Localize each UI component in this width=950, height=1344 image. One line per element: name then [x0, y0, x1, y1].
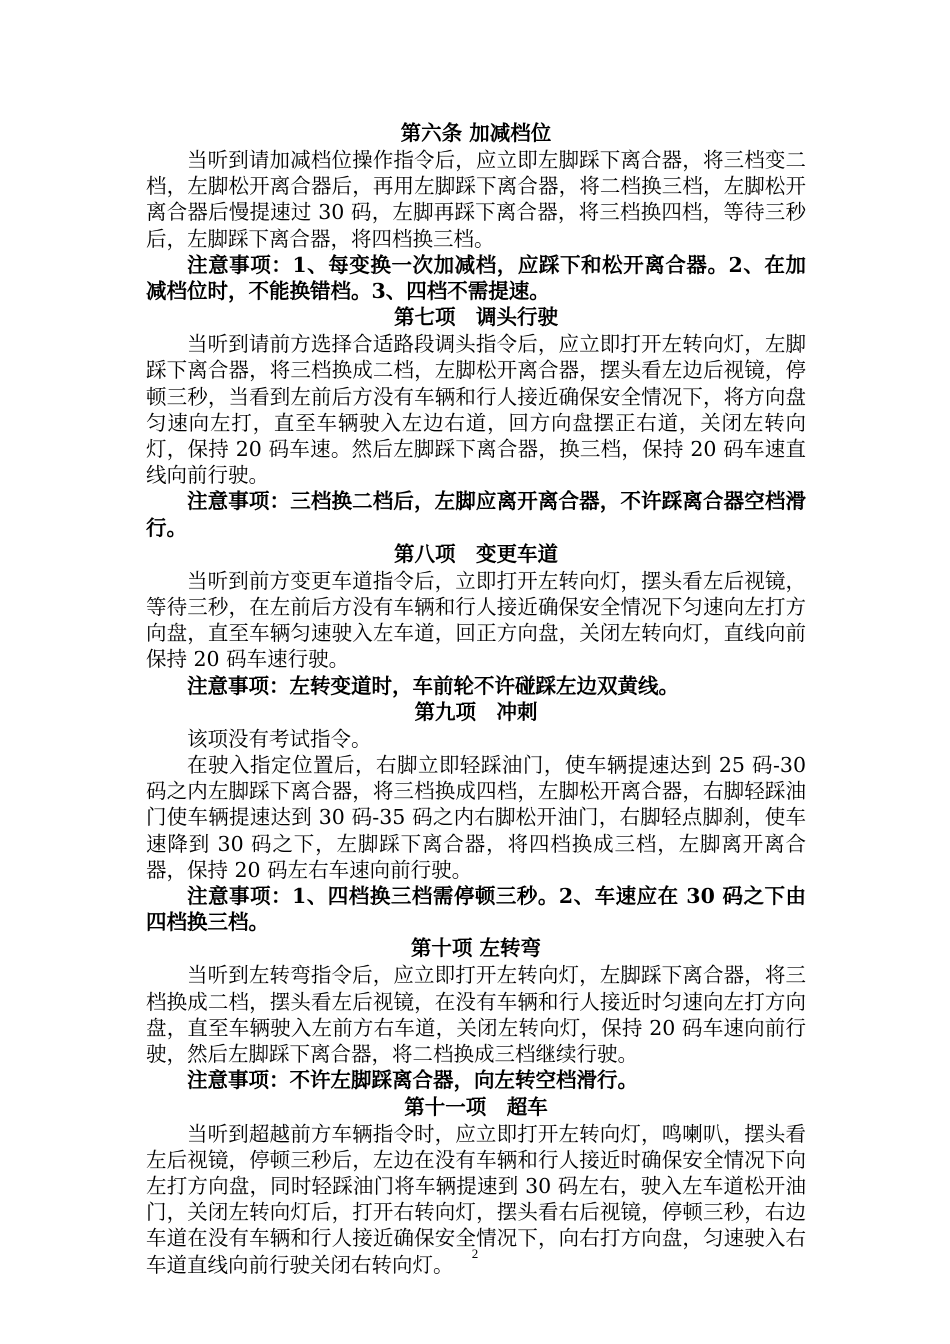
section-7-paragraph: 当听到请前方选择合适路段调头指令后，应立即打开左转向灯，左脚踩下离合器，将三档换成二档，左脚松开离合器，摆头看左边后视镜，停顿三秒，当看到左前后方没有车辆和行人接近确保安全情况下，将方向盘匀速向左打，直至车辆驶入左边右道，回方向盘摆正右道，关闭左转向灯，保持 20 码车速。然后左脚踩下离合器，换三档，保持 20 码车速直线向前行驶。: [146, 332, 806, 488]
section-10-paragraph: 当听到左转弯指令后，应立即打开左转向灯，左脚踩下离合器，将三档换成二档，摆头看左后视镜，在没有车辆和行人接近时匀速向左打方向盘，直至车辆驶入左前方右车道，关闭左转向灯，保持 20 码车速向前行驶，然后左脚踩下离合器，将二档换成三档继续行驶。: [146, 963, 806, 1067]
page-number: 2: [471, 1246, 479, 1261]
section-7-note: 注意事项：三档换二档后，左脚应离开离合器，不许踩离合器空档滑行。: [146, 489, 806, 540]
section-9-note: 注意事项：1、四档换三档需停顿三秒。2、车速应在 30 码之下由四档换三档。: [146, 884, 806, 935]
document-page: [146, 120, 806, 1278]
section-6-note: 注意事项：1、每变换一次加减档，应踩下和松开离合器。2、在加减档位时，不能换错档。3、四档不需提速。: [146, 252, 806, 304]
section-heading-9: 第九项 冲刺: [414, 699, 538, 724]
section-heading-8: 第八项 变更车道: [394, 541, 558, 566]
section-8-note: 注意事项：左转变道时，车前轮不许碰踩左边双黄线。: [187, 673, 679, 698]
section-8-paragraph: 当听到前方变更车道指令后，立即打开左转向灯，摆头看左后视镜，等待三秒，在左前后方没有车辆和行人接近确保安全情况下匀速向左打方向盘，直至车辆匀速驶入左车道，回正方向盘，关闭左转向灯，直线向前保持 20 码车速行驶。: [146, 568, 806, 672]
section-10-note: 注意事项：不许左脚踩离合器，向左转空档滑行。: [187, 1068, 638, 1093]
section-heading-7: 第七项 调头行驶: [394, 305, 558, 330]
section-heading-6: 第六条 加减档位: [400, 121, 552, 145]
section-9-paragraph-2: 在驶入指定位置后，右脚立即轻踩油门，使车辆提速达到 25 码-30 码之内左脚踩下离合器，将三档换成四档，左脚松开离合器，右脚轻踩油门使车辆提速达到 30 码-35 码之内右脚松开油门，右脚轻点脚刹，使车速降到 30 码之下，左脚踩下离合器，将四档换成三档，左脚离开离合器，保持 20 码左右车速向前行驶。: [146, 753, 806, 882]
section-heading-11: 第十一项 超车: [404, 1094, 548, 1119]
section-9-paragraph-1: 该项没有考试指令。: [187, 726, 372, 751]
section-6-paragraph: 当听到请加减档位操作指令后，应立即左脚踩下离合器，将三档变二档，左脚松开离合器后，再用左脚踩下离合器，将二档换三档，左脚松开离合器后慢提速过 30 码，左脚再踩下离合器，将三档换四档，等待三秒后，左脚踩下离合器，将四档换三档。: [146, 148, 806, 251]
section-heading-10: 第十项 左转弯: [410, 936, 542, 961]
section-11-paragraph: 当听到超越前方车辆指令时，应立即打开左转向灯，鸣喇叭，摆头看左后视镜，停顿三秒后，左边在没有车辆和行人接近时确保安全情况下向左打方向盘，同时轻踩油门将车辆提速到 30 码左右，驶入左车道松开油门，关闭左转向灯后，打开右转向灯，摆头看右后视镜，停顿三秒，右边车道在没有车辆和行人接近确保安全情况下，向右打方向盘，匀速驶入右车道直线向前行驶关闭右转向灯。: [146, 1121, 806, 1277]
